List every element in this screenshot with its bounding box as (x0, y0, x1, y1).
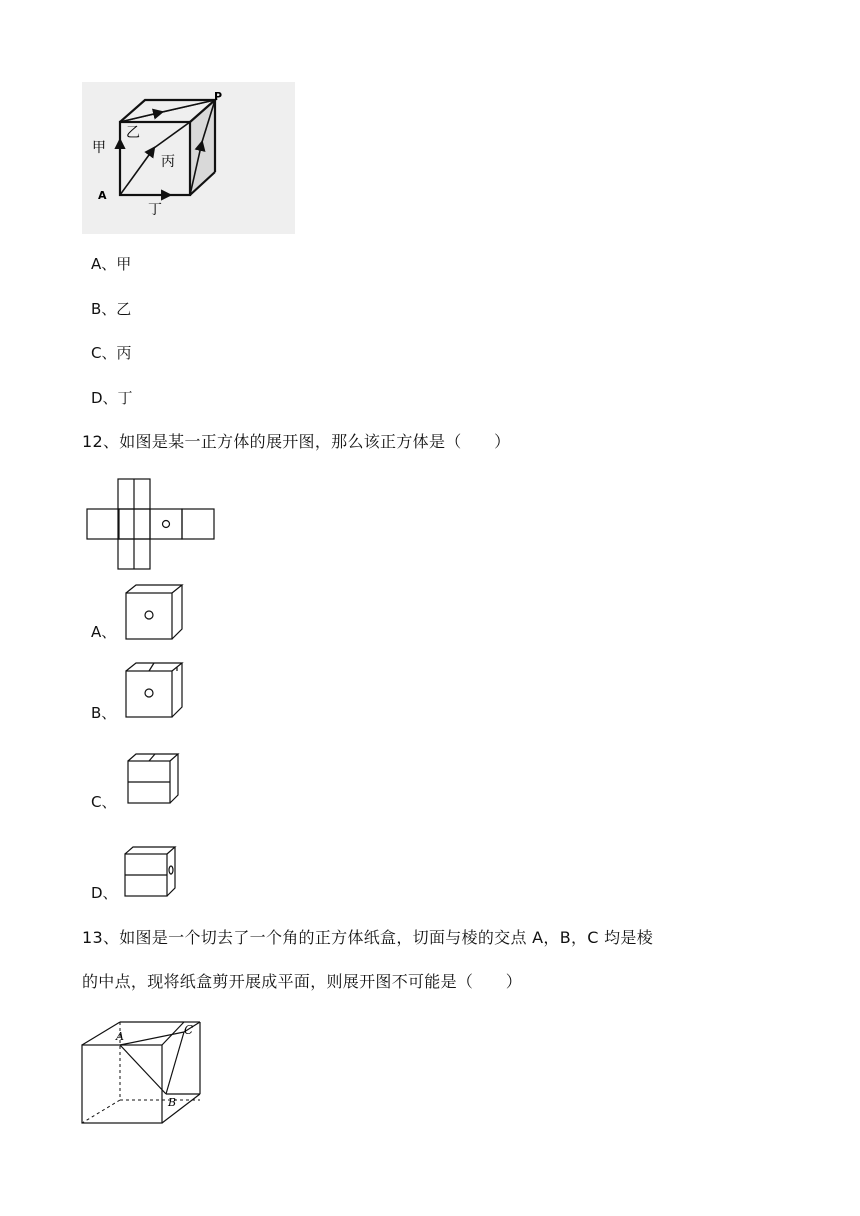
q12-option-c-label[interactable]: C、 (91, 793, 117, 811)
q12-option-d-cube[interactable] (121, 846, 181, 898)
q13-cut-cube (80, 1020, 212, 1126)
q11-option-d[interactable]: D、丁 (91, 389, 133, 407)
q11-option-b[interactable]: B、乙 (91, 300, 132, 318)
q12-option-a-cube[interactable] (122, 583, 190, 641)
label-p: P (214, 90, 223, 103)
label-a: A (116, 1030, 124, 1043)
label-bing: 丙 (161, 154, 175, 170)
label-a: A (98, 189, 107, 202)
q11-cube-diagram (82, 82, 295, 234)
q12-question: 12、如图是某一正方体的展开图，那么该正方体是（ ） (82, 432, 511, 451)
q12-option-a-label[interactable]: A、 (91, 623, 117, 641)
label-c: C (184, 1023, 194, 1037)
q12-cube-net (86, 478, 216, 570)
q11-option-c[interactable]: C、丙 (91, 344, 132, 362)
q13-question-line2: 的中点，现将纸盒剪开展成平面，则展开图不可能是（ ） (82, 972, 523, 991)
label-jia: 甲 (92, 140, 106, 156)
q13-question-line1: 13、如图是一个切去了一个角的正方体纸盒，切面与棱的交点 A，B，C 均是棱 (82, 928, 654, 947)
q11-figure (82, 82, 295, 234)
label-b: B (168, 1096, 177, 1109)
q12-option-c-cube[interactable] (124, 752, 184, 807)
q12-option-d-label[interactable]: D、 (91, 884, 118, 902)
q12-option-b-label[interactable]: B、 (91, 704, 117, 722)
label-yi: 乙 (126, 125, 140, 141)
q11-option-a[interactable]: A、甲 (91, 255, 132, 273)
label-ding: 丁 (148, 202, 162, 218)
q12-option-b-cube[interactable] (122, 661, 190, 719)
